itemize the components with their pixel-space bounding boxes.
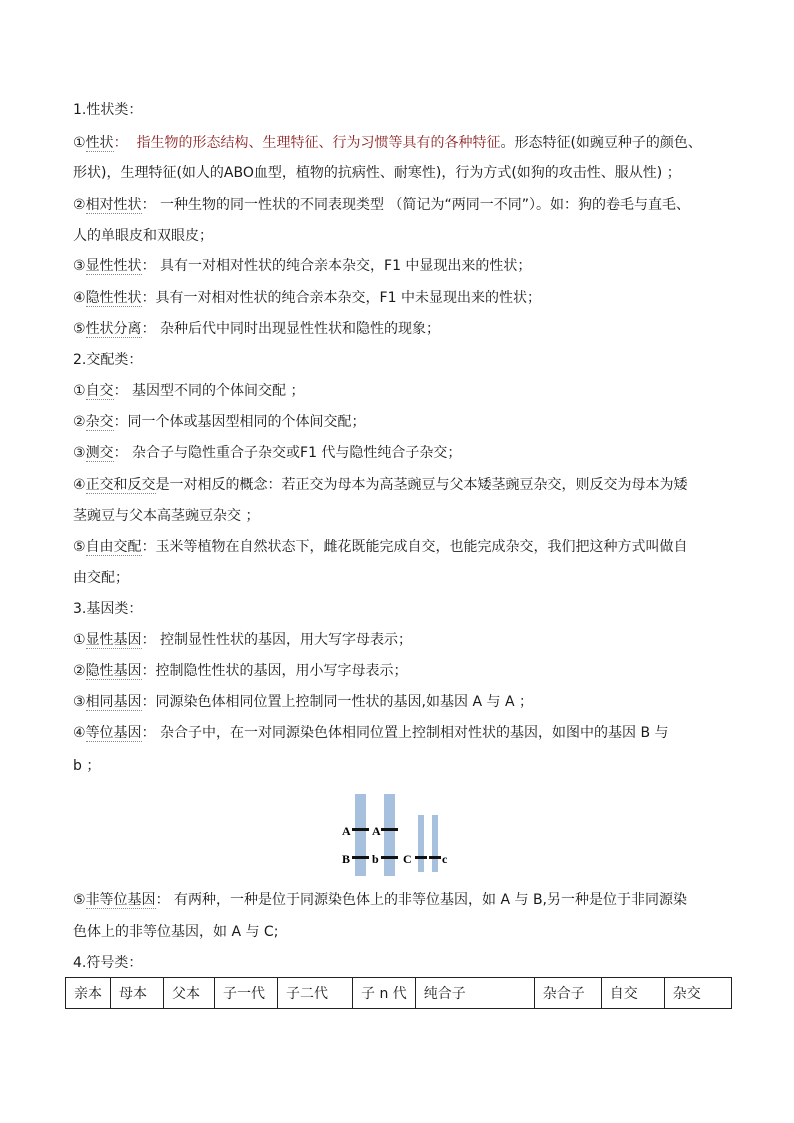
term-allele: 等位基因: [85, 725, 142, 741]
section-heading-mating: 2.交配类：: [73, 352, 143, 368]
item-nonallele: ⑤非等位基因： 有两种，一种是位于同源染色体上的非等位基因，如 A 与 B,另一种是位于非同源染: [73, 892, 687, 908]
table-cell: 自交: [601, 978, 664, 1009]
item-trait: ①性状： 指生物的形态结构、生理特征、行为习惯等具有的各种特征。形态特征(如豌豆种子的颜色、: [73, 135, 702, 151]
chromosome-4: [432, 815, 438, 872]
term-reciprocal: 正交和反交: [85, 477, 156, 493]
term-dominant-trait: 显性性状: [85, 258, 142, 274]
gene-band-a1: [352, 828, 369, 831]
item-allele: ④等位基因： 杂合子中，在一对同源染色体相同位置上控制相对性状的基因，如图中的基因 B 与: [73, 725, 669, 741]
section-heading-symbols: 4.符号类：: [73, 955, 143, 971]
gene-band-a2: [381, 828, 398, 831]
term-relative-trait: 相对性状: [85, 197, 142, 213]
gene-label-a1: A: [342, 824, 351, 838]
table-cell: 子二代: [278, 978, 353, 1009]
item-segregation: ⑤性状分离： 杂种后代中同时出现显性性状和隐性的现象；: [73, 321, 441, 337]
table-cell: 父本: [164, 978, 215, 1009]
chromosome-1: [355, 794, 366, 876]
term-segregation: 性状分离: [85, 321, 142, 337]
item-same-gene: ③相同基因：同源染色体相同位置上控制同一性状的基因,如基因 A 与 A ；: [73, 694, 533, 710]
gene-label-b2: b: [372, 852, 379, 866]
term-trait: 性状: [85, 135, 114, 151]
gene-band-c1: [415, 856, 427, 859]
table-cell: 子 n 代: [353, 978, 416, 1009]
gene-label-b1: B: [342, 852, 351, 866]
term-selfing: 自交: [85, 383, 114, 399]
definition-trait: 指生物的形态结构、生理特征、行为习惯等具有的各种特征: [136, 135, 501, 151]
term-nonallele: 非等位基因: [85, 892, 156, 908]
table-cell: 杂合子: [534, 978, 601, 1009]
term-dominant-gene: 显性基因: [85, 632, 142, 648]
chromosome-3: [418, 815, 424, 872]
table-cell: 子一代: [215, 978, 278, 1009]
table-cell: 母本: [111, 978, 164, 1009]
table-cell: 纯合子: [415, 978, 534, 1009]
gene-band-c2: [429, 856, 441, 859]
item-free-mating-cont: 由交配；: [73, 570, 129, 586]
section-heading-genes: 3.基因类：: [73, 601, 143, 617]
item-dominant-gene: ①显性基因： 控制显性性状的基因，用大写字母表示；: [73, 632, 413, 648]
term-recessive-trait: 隐性性状: [85, 290, 142, 306]
table-cell: 杂交: [664, 978, 731, 1009]
term-testcross: 测交: [85, 445, 114, 461]
item-reciprocal-cont: 茎豌豆与父本高茎豌豆杂交 ；: [73, 508, 260, 524]
gene-band-b2: [381, 856, 398, 859]
table-cell: 亲本: [66, 978, 111, 1009]
item-dominant-trait: ③显性性状： 具有一对相对性状的纯合亲本杂交，F1 中显现出来的性状；: [73, 258, 532, 274]
item-nonallele-cont: 色体上的非等位基因，如 A 与 C;: [73, 924, 279, 940]
term-crossing: 杂交: [85, 414, 114, 430]
term-same-gene: 相同基因: [85, 694, 142, 710]
item-recessive-gene: ②隐性基因：控制隐性性状的基因，用小写字母表示；: [73, 663, 408, 679]
gene-label-a2: A: [372, 824, 381, 838]
term-free-mating: 自由交配: [85, 539, 142, 555]
section-heading-traits: 1.性状类：: [73, 102, 143, 118]
item-reciprocal: ④正交和反交是一对相反的概念：若正交为母本为高茎豌豆与父本矮茎豌豆杂交，则反交为母本为矮: [73, 477, 688, 493]
table-row: [66, 978, 732, 1009]
item-relative-trait: ②相对性状： 一种生物的同一性状的不同表现类型 （简记为“两同一不同”）。如：狗的卷毛与直毛、: [73, 197, 690, 213]
item-relative-trait-cont: 人的单眼皮和双眼皮；: [73, 228, 213, 244]
symbols-table: [65, 977, 732, 1009]
term-recessive-gene: 隐性基因: [85, 663, 142, 679]
gene-label-c2: c: [442, 852, 448, 866]
gene-band-b1: [352, 856, 369, 859]
item-allele-cont: b ；: [73, 758, 101, 774]
item-recessive-trait: ④隐性性状：具有一对相对性状的纯合亲本杂交，F1 中未显现出来的性状；: [73, 290, 541, 306]
item-selfing: ①自交： 基因型不同的个体间交配 ；: [73, 383, 305, 399]
gene-label-c1: C: [403, 852, 412, 866]
item-crossing: ②杂交：同一个体或基因型相同的个体间交配；: [73, 414, 366, 430]
item-testcross: ③测交： 杂合子与隐性重合子杂交或F1 代与隐性纯合子杂交；: [73, 445, 462, 461]
chromosome-diagram: [330, 790, 470, 880]
item-free-mating: ⑤自由交配：玉米等植物在自然状态下，雌花既能完成自交，也能完成杂交，我们把这种方式叫做自: [73, 539, 688, 555]
chromosome-2: [384, 794, 395, 876]
item-trait-cont: 形状)，生理特征(如人的ABO血型，植物的抗病性、耐寒性)，行为方式(如狗的攻击性、服从性) ；: [73, 165, 681, 181]
